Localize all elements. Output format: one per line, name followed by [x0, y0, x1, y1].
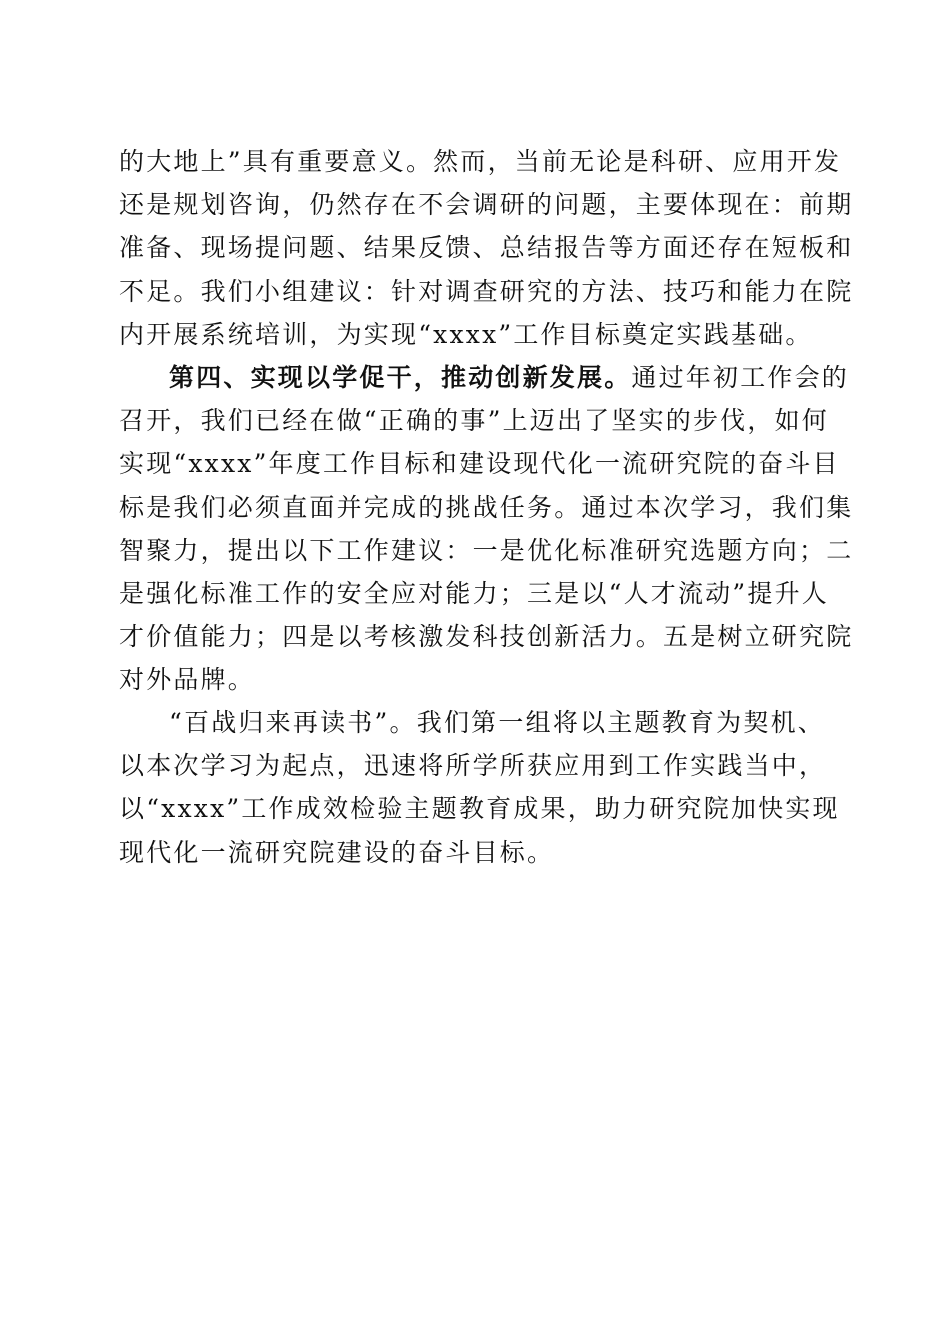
section-heading: 第四、实现以学促干，推动创新发展。	[169, 363, 632, 392]
text-line: 准备、现场提问题、结果反馈、总结报告等方面还存在短板和	[119, 233, 854, 263]
text-line: 的大地上”具有重要意义。然而，当前无论是科研、应用开发	[119, 147, 842, 176]
paragraph-research-training	[119, 140, 854, 356]
text-line: 以“xxxx”工作成效检验主题教育成果，助力研究院加快实现	[119, 794, 840, 824]
text-line: 标是我们必须直面并完成的挑战任务。通过本次学习，我们集	[119, 492, 854, 522]
text-line: 召开，我们已经在做“正确的事”上迈出了坚实的步伐，如何	[119, 406, 829, 436]
text-line: 还是规划咨询，仍然存在不会调研的问题，主要体现在：前期	[119, 190, 854, 220]
text-line: 实现“xxxx”年度工作目标和建设现代化一流研究院的奋斗目	[119, 449, 840, 479]
text-line-first: “百战归来再读书”。我们第一组将以主题教育为契机、	[169, 708, 825, 737]
text-run: 通过年初工作会的	[631, 363, 850, 392]
text-line: 现代化一流研究院建设的奋斗目标。	[119, 837, 555, 867]
text-line: 以本次学习为起点，迅速将所学所获应用到工作实践当中，	[119, 751, 827, 781]
paragraph-fourth-point	[119, 356, 854, 702]
text-line: 内开展系统培训，为实现“xxxx”工作目标奠定实践基础。	[119, 319, 813, 349]
text-line: 是强化标准工作的安全应对能力；三是以“人才流动”提升人	[119, 578, 829, 608]
text-line: 才价值能力；四是以考核激发科技创新活力。五是树立研究院	[119, 622, 854, 652]
text-line: 智聚力，提出以下工作建议：一是优化标准研究选题方向；二	[119, 535, 854, 565]
paragraph-conclusion	[119, 701, 840, 874]
text-line-first	[119, 356, 850, 399]
text-line: 对外品牌。	[119, 665, 256, 695]
text-line: 不足。我们小组建议：针对调查研究的方法、技巧和能力在院	[119, 276, 854, 306]
